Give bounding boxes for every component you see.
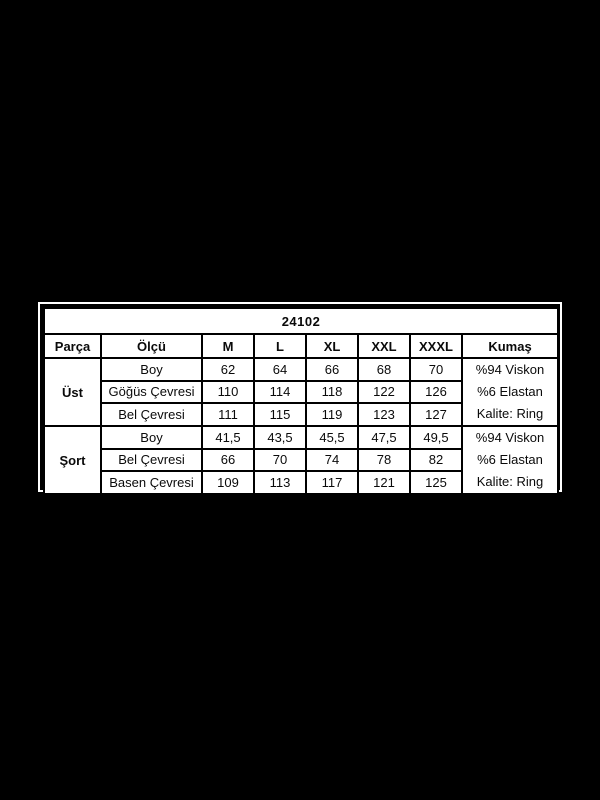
measure-label-cell: Basen Çevresi bbox=[101, 471, 202, 494]
size-value-cell: 62 bbox=[202, 358, 254, 381]
fabric-line: Kalite: Ring bbox=[476, 406, 544, 421]
size-value-cell: 115 bbox=[254, 403, 306, 426]
measure-label-cell: Bel Çevresi bbox=[101, 449, 202, 472]
size-value-cell: 117 bbox=[306, 471, 358, 494]
column-header-xxl: XXL bbox=[358, 334, 410, 358]
column-header-kumas: Kumaş bbox=[462, 334, 558, 358]
fabric-info-cell bbox=[462, 358, 558, 426]
column-header-xxxl: XXXL bbox=[410, 334, 462, 358]
fabric-line: %6 Elastan bbox=[477, 452, 543, 467]
fabric-line: Kalite: Ring bbox=[476, 474, 544, 489]
table-row bbox=[44, 358, 558, 381]
size-value-cell: 127 bbox=[410, 403, 462, 426]
group-cell-ust: Üst bbox=[44, 358, 101, 426]
fabric-line: %6 Elastan bbox=[477, 384, 543, 399]
size-value-cell: 43,5 bbox=[254, 426, 306, 449]
size-value-cell: 82 bbox=[410, 449, 462, 472]
group-cell-sort: Şort bbox=[44, 426, 101, 494]
size-value-cell: 111 bbox=[202, 403, 254, 426]
table-title: 24102 bbox=[44, 308, 558, 334]
size-chart-table bbox=[38, 302, 562, 492]
column-header-xl: XL bbox=[306, 334, 358, 358]
column-header-olcu: Ölçü bbox=[101, 334, 202, 358]
size-value-cell: 64 bbox=[254, 358, 306, 381]
fabric-info-cell bbox=[462, 426, 558, 494]
size-value-cell: 70 bbox=[410, 358, 462, 381]
size-value-cell: 122 bbox=[358, 381, 410, 404]
size-value-cell: 45,5 bbox=[306, 426, 358, 449]
column-header-parca: Parça bbox=[44, 334, 101, 358]
size-value-cell: 47,5 bbox=[358, 426, 410, 449]
fabric-line: %94 Viskon bbox=[475, 430, 545, 445]
column-header-m: M bbox=[202, 334, 254, 358]
measure-label-cell: Boy bbox=[101, 426, 202, 449]
size-value-cell: 113 bbox=[254, 471, 306, 494]
size-value-cell: 41,5 bbox=[202, 426, 254, 449]
size-value-cell: 121 bbox=[358, 471, 410, 494]
size-value-cell: 109 bbox=[202, 471, 254, 494]
measure-label-cell: Bel Çevresi bbox=[101, 403, 202, 426]
size-value-cell: 78 bbox=[358, 449, 410, 472]
size-value-cell: 118 bbox=[306, 381, 358, 404]
column-header-l: L bbox=[254, 334, 306, 358]
measure-label-cell: Boy bbox=[101, 358, 202, 381]
size-value-cell: 49,5 bbox=[410, 426, 462, 449]
size-value-cell: 66 bbox=[306, 358, 358, 381]
size-value-cell: 126 bbox=[410, 381, 462, 404]
size-chart-grid bbox=[43, 307, 559, 495]
fabric-line: %94 Viskon bbox=[475, 362, 545, 377]
table-row bbox=[44, 426, 558, 449]
size-value-cell: 68 bbox=[358, 358, 410, 381]
size-value-cell: 119 bbox=[306, 403, 358, 426]
size-value-cell: 114 bbox=[254, 381, 306, 404]
size-value-cell: 70 bbox=[254, 449, 306, 472]
size-value-cell: 66 bbox=[202, 449, 254, 472]
size-value-cell: 110 bbox=[202, 381, 254, 404]
size-value-cell: 74 bbox=[306, 449, 358, 472]
size-value-cell: 123 bbox=[358, 403, 410, 426]
size-value-cell: 125 bbox=[410, 471, 462, 494]
measure-label-cell: Göğüs Çevresi bbox=[101, 381, 202, 404]
